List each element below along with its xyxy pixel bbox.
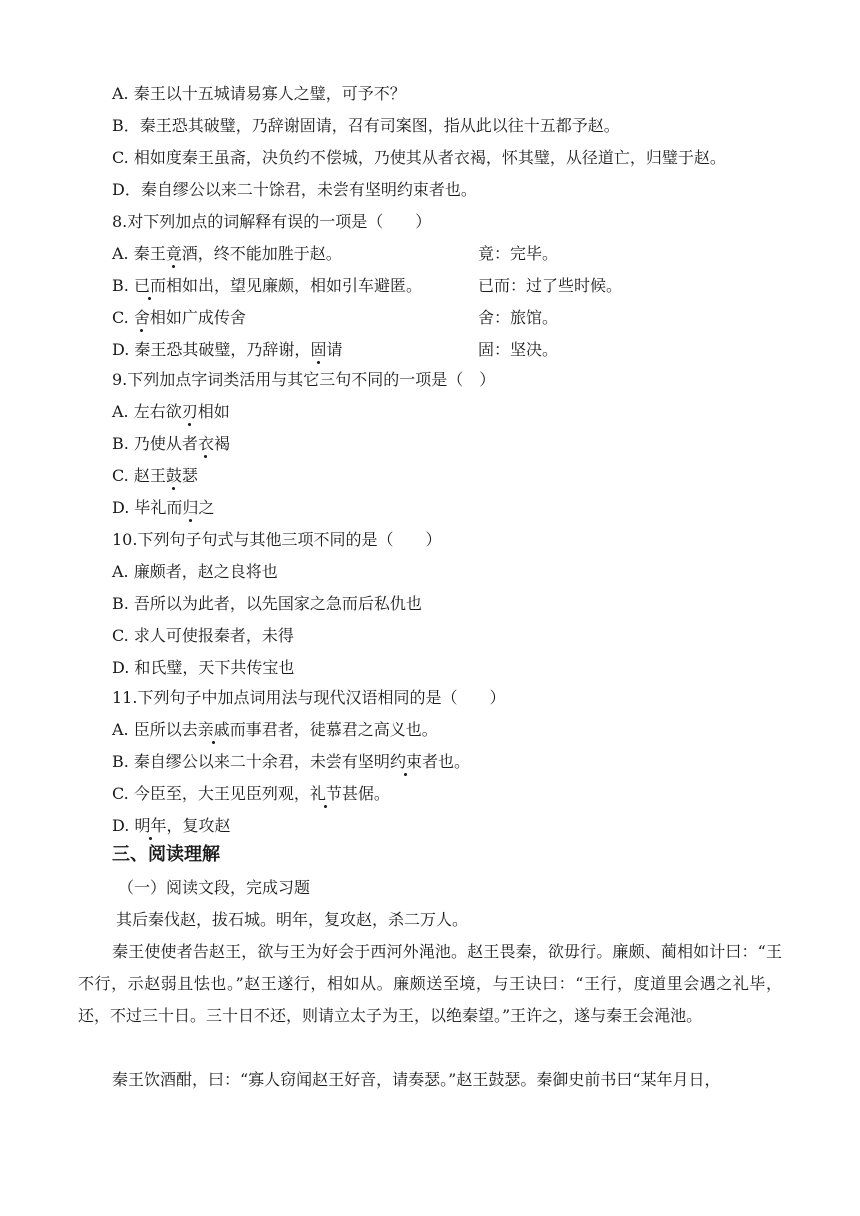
q10-option-d: D. 和氏璧，天下共传宝也 <box>112 658 295 677</box>
q8-gloss-a: 竟：完毕。 <box>478 244 559 263</box>
q11-stem: 11.下列句子中加点词用法与现代汉语相同的是（ ） <box>112 688 506 707</box>
passage-paragraph-2: 秦王使使者告赵王，欲与王为好会于西河外渑池。赵王畏秦，欲毋行。廉颇、蔺相如计曰：“王不行，示赵弱且怯也。”赵王遂行，相如从。廉颇送至境，与王诀曰：“王行，度道里会遇之礼毕，还，不过三十日。三十日不还，则请立太子为王，以绝秦望。”王许之，遂与秦王会渑池。 <box>78 942 782 1025</box>
q8-option-a: A. 秦王竟酒，终不能加胜于赵。 <box>112 244 342 263</box>
dotted-word: 约束 <box>389 752 422 771</box>
q9-option-d: D. 毕礼而归之 <box>112 498 215 517</box>
q8-option-c: C. 舍相如广成传舍 <box>112 308 246 327</box>
q7-option-d: D．秦自缪公以来二十馀君，未尝有坚明约束者也。 <box>112 180 477 199</box>
q7-option-c: C. 相如度秦王虽斋，决负约不偿城，乃使其从者衣褐，怀其璧，从径道亡，归璧于赵。 <box>112 148 726 167</box>
q8-option-d: D. 秦王恐其破璧，乃辞谢，固请 <box>112 340 343 359</box>
q11-option-b: B. 秦自缪公以来二十余君，未尝有坚明约束者也。 <box>112 752 470 771</box>
q9-stem: 9.下列加点字词类活用与其它三句不同的一项是（ ） <box>112 370 496 389</box>
q7-option-b: B．秦王恐其破璧，乃辞谢固请，召有司案图，指从此以往十五都予赵。 <box>112 116 620 135</box>
q10-option-c: C. 求人可使报秦者，未得 <box>112 626 294 645</box>
dotted-word: 固 <box>310 340 327 359</box>
q10-stem: 10.下列句子句式与其他三项不同的是（ ） <box>112 530 442 549</box>
passage-paragraph-1: 其后秦伐赵，拔石城。明年，复攻赵，杀二万人。 <box>116 910 469 929</box>
q9-option-b: B. 乃使从者衣褐 <box>112 434 230 453</box>
dotted-word: 衣 <box>197 434 214 453</box>
q11-option-a: A. 臣所以去亲戚而事君者，徒慕君之高义也。 <box>112 720 438 739</box>
dotted-word: 礼节 <box>309 784 342 803</box>
dotted-word: 归 <box>182 498 199 517</box>
dotted-word: 鼓 <box>165 466 182 485</box>
q11-option-c: C. 今臣至，大王见臣列观，礼节甚倨。 <box>112 784 390 803</box>
dotted-word: 明年 <box>134 816 167 835</box>
q8-stem: 8.对下列加点的词解释有误的一项是（ ） <box>112 212 432 231</box>
q10-option-b: B. 吾所以为此者，以先国家之急而后私仇也 <box>112 594 422 613</box>
section-subheading: （一）阅读文段，完成习题 <box>118 878 311 897</box>
q8-gloss-d: 固：坚决。 <box>478 340 559 359</box>
dotted-word: 已而 <box>133 276 166 295</box>
section-heading: 三、阅读理解 <box>112 844 220 865</box>
dotted-word: 竟 <box>165 244 182 263</box>
q9-option-c: C. 赵王鼓瑟 <box>112 466 198 485</box>
q7-option-a: A. 秦王以十五城请易寡人之璧，可予不？ <box>112 84 406 103</box>
dotted-word: 舍 <box>133 308 150 327</box>
dotted-word: 亲戚 <box>197 720 230 739</box>
q8-gloss-b: 已而：过了些时候。 <box>478 276 623 295</box>
dotted-word: 刃 <box>181 402 198 421</box>
q8-option-b: B. 已而相如出，望见廉颇，相如引车避匿。 <box>112 276 422 295</box>
q8-gloss-c: 舍：旅馆。 <box>478 308 559 327</box>
q10-option-a: A. 廉颇者，赵之良将也 <box>112 562 278 581</box>
q9-option-a: A. 左右欲刃相如 <box>112 402 230 421</box>
q11-option-d: D. 明年，复攻赵 <box>112 816 231 835</box>
passage-paragraph-3: 秦王饮酒酣，曰：“寡人窃闻赵王好音，请奏瑟。”赵王鼓瑟。秦御史前书曰“某年月日， <box>112 1070 721 1089</box>
